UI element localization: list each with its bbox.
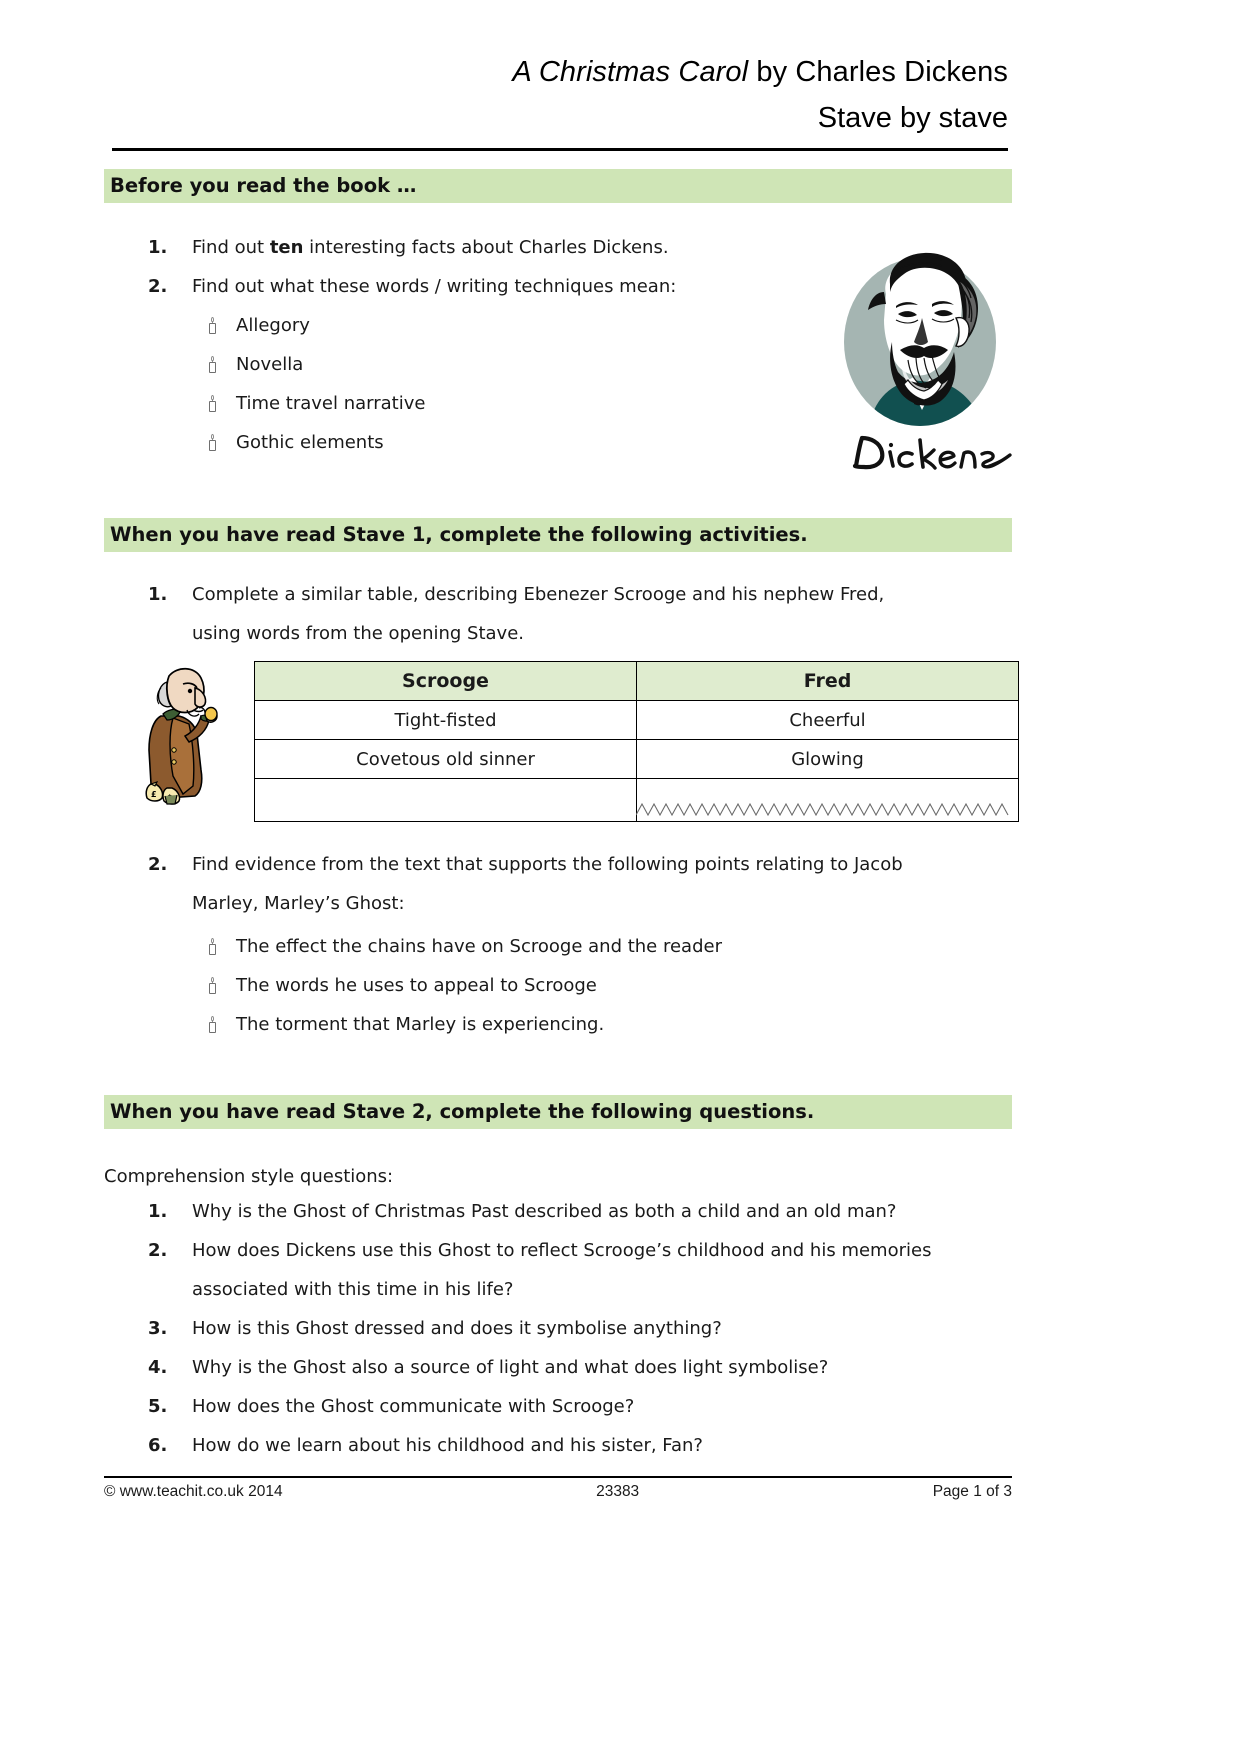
scrooge-fred-table: [254, 661, 1019, 822]
list-item-number: 2.: [148, 1240, 168, 1261]
table-cell[interactable]: [255, 779, 637, 822]
list-item-number: 2.: [148, 276, 168, 297]
list-item-label: The effect the chains have on Scrooge and the reader: [236, 936, 722, 957]
q1-line-2: using words from the opening Stave.: [192, 623, 524, 644]
list-item: [148, 1387, 1008, 1426]
section-bar-before-label: Before you read the book …: [110, 174, 417, 197]
footer-page-number: Page 1 of 3: [932, 1483, 1012, 1500]
header-subtitle: Stave by stave: [817, 102, 1008, 134]
list-item-label: Gothic elements: [236, 432, 384, 453]
page-header: [112, 52, 1008, 138]
section-bar-before-you-read: [104, 169, 1012, 203]
list-item: [148, 1192, 1008, 1231]
list-item: [148, 228, 788, 267]
footer-copyright: © www.teachit.co.uk 2014: [104, 1483, 283, 1500]
list-item-text: Find out what these words / writing techniques mean:: [192, 276, 677, 297]
stave1-question-2: [148, 845, 1008, 923]
scrooge-cartoon-svg: [143, 658, 221, 806]
header-title-italic: A Christmas Carol: [512, 56, 749, 88]
list-item: [200, 966, 900, 1005]
header-title-rest: by Charles Dickens: [748, 56, 1008, 88]
section-bar-stave1-label: When you have read Stave 1, complete the following activities.: [110, 523, 808, 546]
list-item-label: Allegory: [236, 315, 310, 336]
list-item: [148, 1309, 1008, 1348]
dickens-portrait-svg: [838, 234, 1010, 462]
list-item: [148, 267, 788, 306]
list-item-text: [192, 845, 1008, 923]
list-item: [200, 384, 760, 423]
list-item-text-bold: ten: [269, 237, 304, 258]
list-item-label: Time travel narrative: [236, 393, 426, 414]
list-item: [200, 345, 760, 384]
table-header-row: [255, 662, 1019, 701]
q-line-1: How does Dickens use this Ghost to reflect Scrooge’s childhood and his memories: [192, 1240, 932, 1261]
list-item: [200, 306, 760, 345]
table-row: [255, 740, 1019, 779]
list-item-number: 6.: [148, 1435, 168, 1456]
list-item-number: 5.: [148, 1396, 168, 1417]
table-cell[interactable]: Tight-fisted: [255, 701, 637, 740]
list-item-number: 1.: [148, 237, 168, 258]
table-header-fred: Fred: [637, 662, 1019, 701]
list-item-text: How is this Ghost dressed and does it symbolise anything?: [192, 1318, 722, 1339]
before-read-bullet-list: [200, 306, 760, 462]
list-item-number: 1.: [148, 1201, 168, 1222]
dickens-portrait-image: [838, 234, 1010, 462]
list-item-number: 1.: [148, 584, 168, 605]
header-divider: [112, 148, 1008, 151]
scrooge-cartoon-image: [143, 658, 221, 806]
stave1-q2-bullet-list: [200, 927, 900, 1044]
section-bar-stave2-label: When you have read Stave 2, complete the following questions.: [110, 1100, 815, 1123]
list-item: [148, 845, 1008, 923]
list-item-text: Why is the Ghost also a source of light and what does light symbolise?: [192, 1357, 829, 1378]
list-item-label: The torment that Marley is experiencing.: [236, 1014, 605, 1035]
q-line-2: associated with this time in his life?: [192, 1279, 514, 1300]
list-item-number: 2.: [148, 854, 168, 875]
list-item: [200, 423, 760, 462]
list-item-text: [192, 228, 788, 267]
list-item-label: Novella: [236, 354, 304, 375]
list-item: [148, 1231, 1008, 1309]
section-bar-stave2: [104, 1095, 1012, 1129]
list-item: [148, 1348, 1008, 1387]
stave1-question-1: [148, 575, 1008, 653]
q1-line-1: Complete a similar table, describing Ebenezer Scrooge and his nephew Fred,: [192, 584, 885, 605]
section-bar-stave1: [104, 518, 1012, 552]
table-row: [255, 701, 1019, 740]
list-item-text: Why is the Ghost of Christmas Past described as both a child and an old man?: [192, 1201, 897, 1222]
svg-text:£: £: [151, 790, 157, 799]
list-item: [148, 575, 1008, 653]
footer-divider: [104, 1476, 1012, 1478]
footer-doc-id: 23383: [596, 1483, 640, 1500]
table-zigzag-edge: [636, 802, 1010, 816]
list-item-label: The words he uses to appeal to Scrooge: [236, 975, 597, 996]
list-item-number: 3.: [148, 1318, 168, 1339]
list-item: [148, 1426, 1008, 1465]
table-cell[interactable]: Glowing: [637, 740, 1019, 779]
header-title: [112, 52, 1008, 92]
table-cell[interactable]: Covetous old sinner: [255, 740, 637, 779]
q2-line-1: Find evidence from the text that supports the following points relating to Jacob: [192, 854, 903, 875]
list-item: [200, 1005, 900, 1044]
q2-line-2: Marley, Marley’s Ghost:: [192, 893, 405, 914]
table-header-scrooge: Scrooge: [255, 662, 637, 701]
list-item-text: How does the Ghost communicate with Scrooge?: [192, 1396, 635, 1417]
list-item-text: [192, 575, 1008, 653]
page-footer: [104, 1483, 1012, 1501]
before-read-ordered-list: [148, 228, 788, 306]
list-item-text-pre: Find out: [192, 237, 270, 258]
stave2-intro-text: Comprehension style questions:: [104, 1166, 394, 1187]
table-cell[interactable]: Cheerful: [637, 701, 1019, 740]
list-item-text-post: interesting facts about Charles Dickens.: [303, 237, 669, 258]
list-item-number: 4.: [148, 1357, 168, 1378]
dickens-signature: [842, 430, 1014, 476]
list-item-text: [192, 1231, 1008, 1309]
list-item-text: How do we learn about his childhood and his sister, Fan?: [192, 1435, 703, 1456]
list-item: [200, 927, 900, 966]
stave2-question-list: [148, 1192, 1008, 1465]
